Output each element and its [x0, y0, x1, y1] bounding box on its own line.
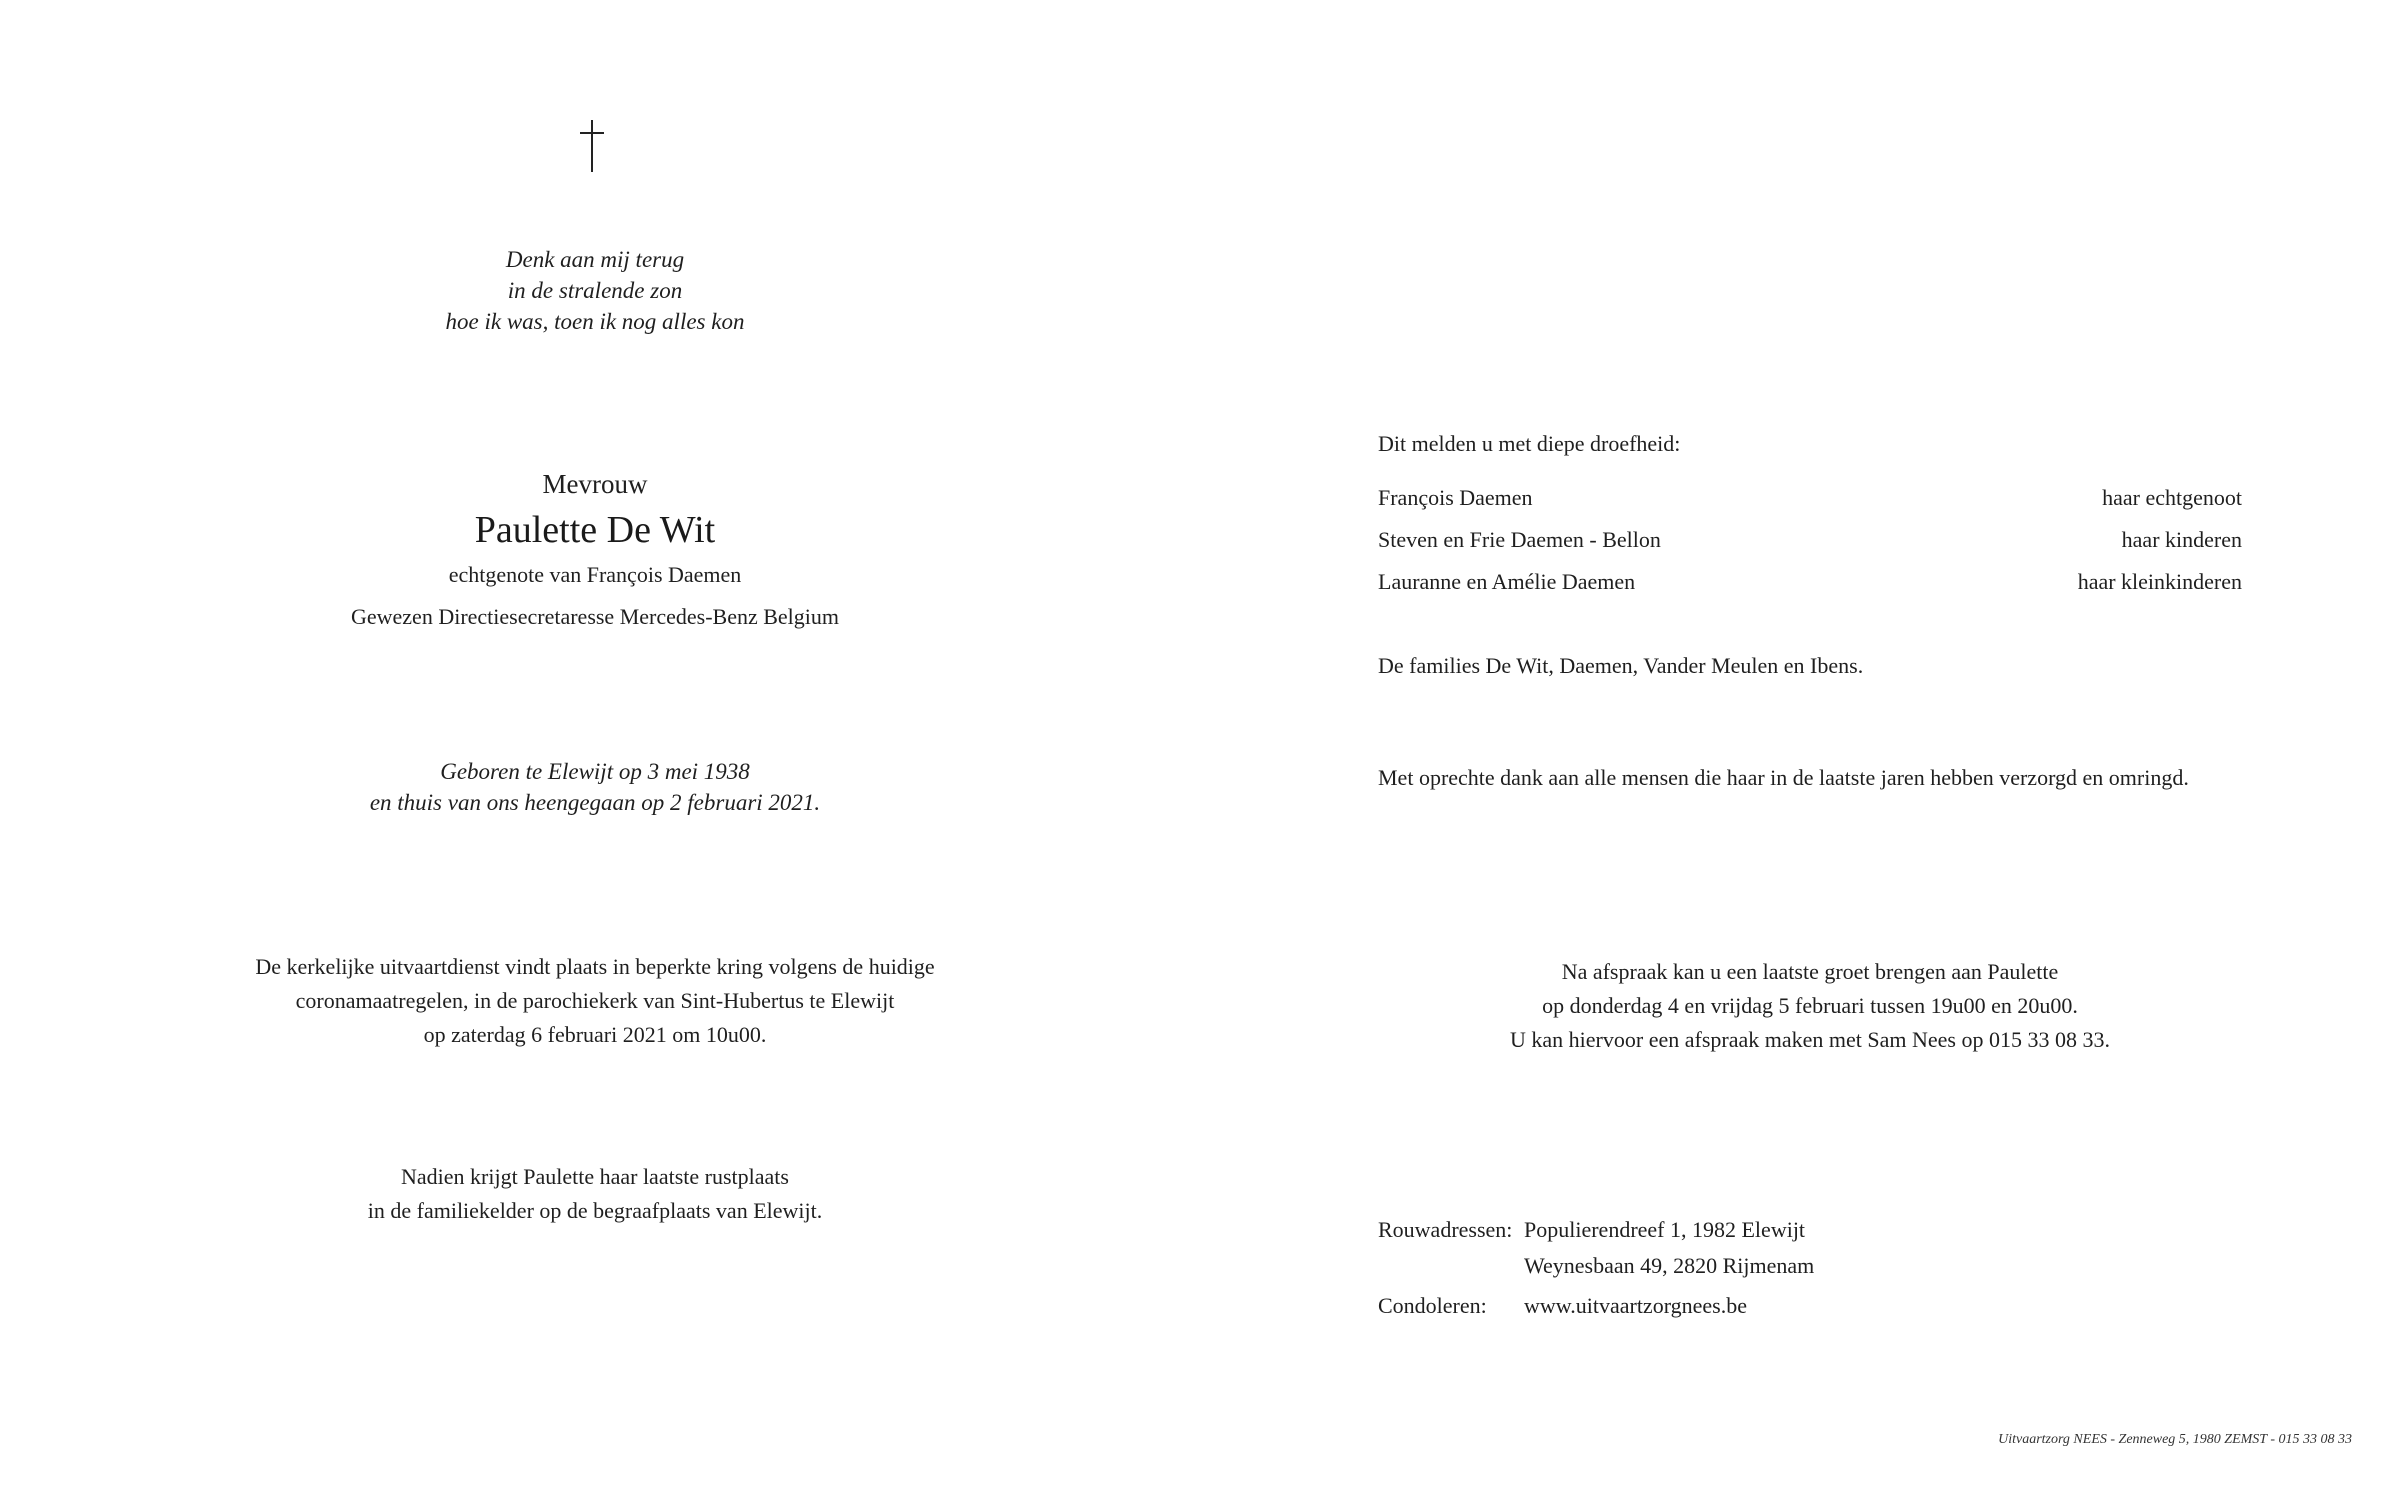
poem-line: in de stralende zon	[507, 278, 683, 303]
visitation	[1378, 955, 2242, 1057]
condolence-label: Condoleren:	[1378, 1293, 1487, 1318]
life-dates	[180, 756, 1010, 818]
deceased-block	[180, 467, 1010, 632]
announcement-intro: Dit melden u met diepe droefheid:	[1378, 431, 1681, 456]
burial	[180, 1160, 1010, 1228]
mourner-name: Steven en Frie Daemen - Bellon	[1378, 527, 1661, 552]
poem-line: Denk aan mij terug	[505, 247, 685, 272]
address-2: Weynesbaan 49, 2820 Rijmenam	[1524, 1253, 1815, 1278]
service-line: coronamaatregelen, in de parochiekerk van Sint-Hubertus te Elewijt	[295, 988, 895, 1013]
salutation: Mevrouw	[542, 469, 648, 499]
mourner-row	[1378, 520, 2242, 560]
spouse-line: echtgenote van François Daemen	[448, 562, 742, 587]
cross-icon	[580, 120, 604, 172]
address-label: Rouwadressen:	[1378, 1217, 1513, 1242]
mourner-name: François Daemen	[1378, 485, 1533, 510]
mourner-row	[1378, 562, 2242, 602]
service-line: op zaterdag 6 februari 2021 om 10u00.	[423, 1022, 767, 1047]
mourner-name: Lauranne en Amélie Daemen	[1378, 569, 1636, 594]
footer-credit: Uitvaartzorg NEES - Zenneweg 5, 1980 ZEMST - 015 33 08 33	[1998, 1432, 2352, 1447]
occupation-line: Gewezen Directiesecretaresse Mercedes-Benz Belgium	[350, 604, 840, 629]
birth-line: Geboren te Elewijt op 3 mei 1938	[440, 759, 750, 784]
service-line: De kerkelijke uitvaartdienst vindt plaats in beperkte kring volgens de huidige	[255, 954, 935, 979]
funeral-service	[180, 950, 1010, 1052]
poem-line: hoe ik was, toen ik nog alles kon	[445, 309, 745, 334]
deceased-name: Paulette De Wit	[474, 509, 716, 551]
mourner-relation: haar kinderen	[2121, 527, 2242, 552]
burial-line: Nadien krijgt Paulette haar laatste rustplaats	[401, 1164, 789, 1189]
mourner-relation: haar kleinkinderen	[2077, 569, 2242, 594]
visitation-line: Na afspraak kan u een laatste groet brengen aan Paulette	[1561, 959, 2059, 984]
mourners-list	[1378, 478, 2242, 608]
families-line: De families De Wit, Daemen, Vander Meulen en Ibens.	[1378, 653, 1864, 678]
death-line: en thuis van ons heengegaan op 2 februari 2021.	[369, 790, 821, 815]
poem	[180, 244, 1010, 337]
contact-block	[1378, 1212, 2242, 1332]
visitation-line: op donderdag 4 en vrijdag 5 februari tussen 19u00 en 20u00.	[1542, 993, 2078, 1018]
mourner-row	[1378, 478, 2242, 518]
website-link[interactable]: www.uitvaartzorgnees.be	[1524, 1293, 1747, 1318]
mourner-relation: haar echtgenoot	[2102, 485, 2242, 510]
address-1: Populierendreef 1, 1982 Elewijt	[1524, 1217, 1806, 1242]
burial-line: in de familiekelder op de begraafplaats van Elewijt.	[367, 1198, 823, 1223]
visitation-line: U kan hiervoor een afspraak maken met Sam Nees op 015 33 08 33.	[1510, 1027, 2110, 1052]
thanks-line: Met oprechte dank aan alle mensen die haar in de laatste jaren hebben verzorgd en omringd.	[1378, 765, 2189, 790]
